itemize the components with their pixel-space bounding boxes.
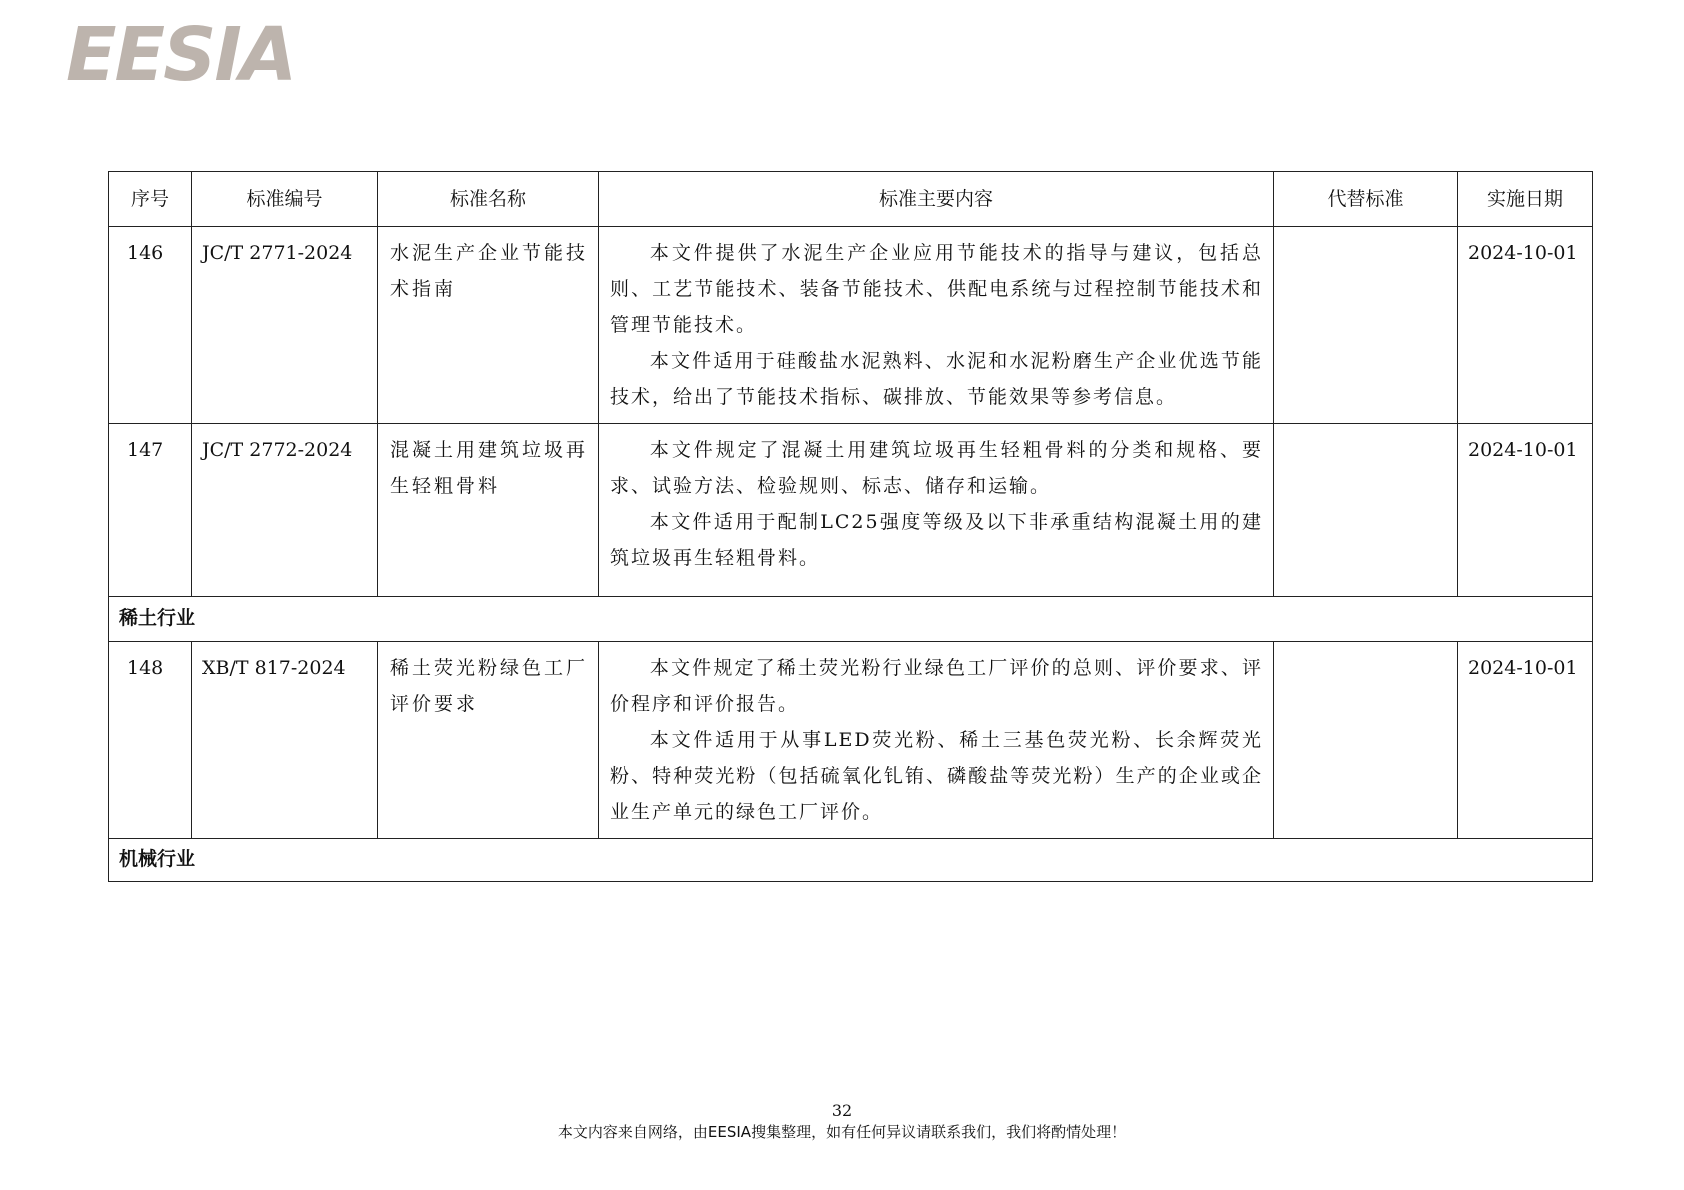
table-row [109,424,1593,597]
serial-no: 146 [109,227,192,424]
section-row-rare-earth [109,597,1593,642]
standard-code: JC/T 2771-2024 [192,227,378,424]
content-paragraph: 本文件适用于配制LC25强度等级及以下非承重结构混凝土用的建筑垃圾再生轻粗骨料。 [610,511,1263,569]
content-paragraph: 本文件适用于从事LED荧光粉、稀土三基色荧光粉、长余辉荧光粉、特种荧光粉（包括硫氧化钆铕、磷酸盐等荧光粉）生产的企业或企业生产单元的绿色工厂评价。 [610,729,1263,823]
section-title: 稀土行业 [109,597,1593,642]
standard-name: 稀土荧光粉绿色工厂评价要求 [378,642,599,839]
header-main-content: 标准主要内容 [599,172,1274,227]
content-paragraph: 本文件提供了水泥生产企业应用节能技术的指导与建议，包括总则、工艺节能技术、装备节能技术、供配电系统与过程控制节能技术和管理节能技术。 [610,242,1263,336]
standard-name: 混凝土用建筑垃圾再生轻粗骨料 [378,424,599,597]
effective-date: 2024-10-01 [1458,227,1593,424]
section-row-machinery [109,839,1593,882]
serial-no: 148 [109,642,192,839]
content-paragraph: 本文件适用于硅酸盐水泥熟料、水泥和水泥粉磨生产企业优选节能技术，给出了节能技术指标、碳排放、节能效果等参考信息。 [610,350,1263,408]
table-row [109,642,1593,839]
eesia-logo: EESIA [66,12,296,98]
serial-no: 147 [109,424,192,597]
header-replaced-standard: 代替标准 [1274,172,1458,227]
footer-notice: 本文内容来自网络，由EESIA搜集整理，如有任何异议请联系我们，我们将酌情处理！ [557,1123,1127,1141]
header-standard-code: 标准编号 [192,172,378,227]
content-paragraph: 本文件规定了混凝土用建筑垃圾再生轻粗骨料的分类和规格、要求、试验方法、检验规则、标志、储存和运输。 [610,439,1263,497]
standard-code: JC/T 2772-2024 [192,424,378,597]
table-header-row [109,172,1593,227]
effective-date: 2024-10-01 [1458,642,1593,839]
content-paragraph: 本文件规定了稀土荧光粉行业绿色工厂评价的总则、评价要求、评价程序和评价报告。 [610,657,1263,715]
table-row [109,227,1593,424]
replaced-standard [1274,424,1458,597]
main-content [599,227,1274,424]
main-content [599,642,1274,839]
section-title: 机械行业 [109,839,1593,882]
replaced-standard [1274,227,1458,424]
header-serial-no: 序号 [109,172,192,227]
effective-date: 2024-10-01 [1458,424,1593,597]
replaced-standard [1274,642,1458,839]
header-effective-date: 实施日期 [1458,172,1593,227]
page-number: 32 [831,1101,853,1120]
main-content [599,424,1274,597]
standard-code: XB/T 817-2024 [192,642,378,839]
standard-name: 水泥生产企业节能技术指南 [378,227,599,424]
header-standard-name: 标准名称 [378,172,599,227]
standards-table [108,171,1593,882]
